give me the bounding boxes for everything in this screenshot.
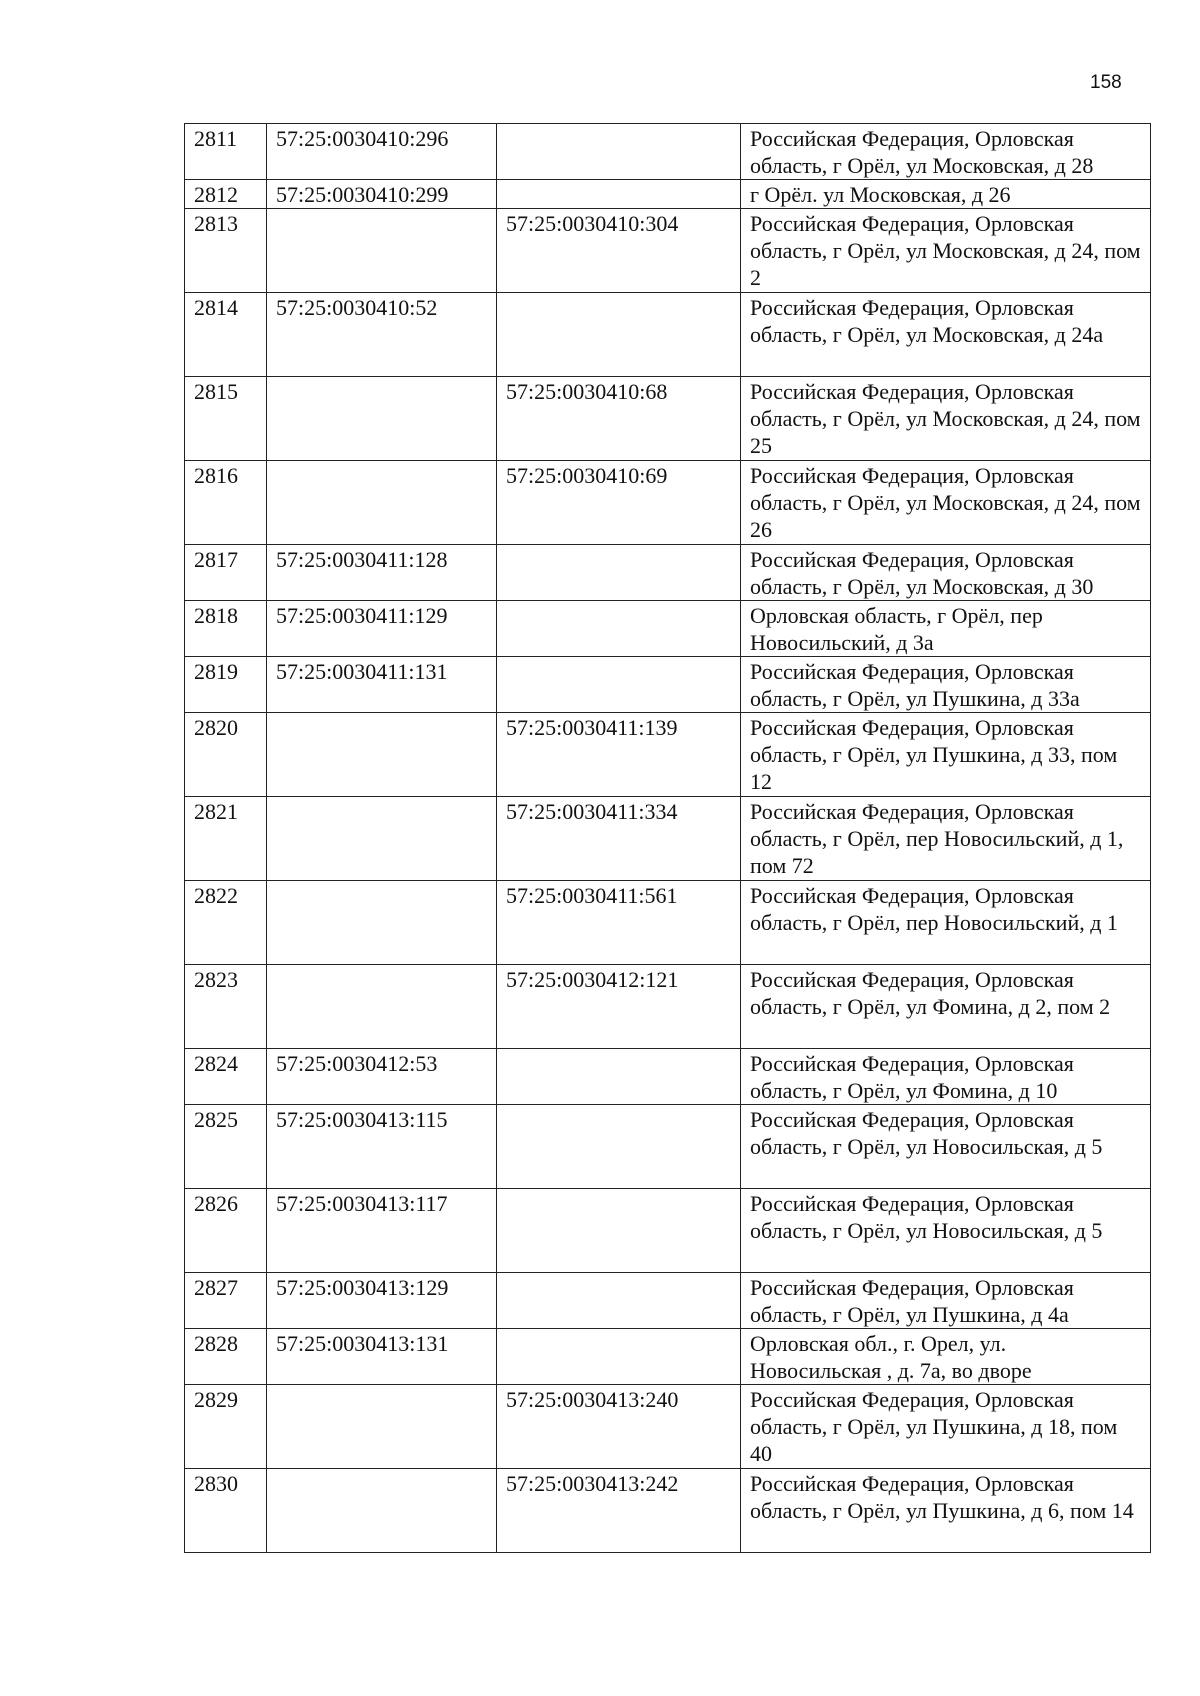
row-number-cell: 2816	[185, 461, 267, 545]
table-row	[185, 1469, 1151, 1553]
address-cell: Российская Федерация, Орловская область, г Орёл, ул Московская, д 24, пом 26	[741, 461, 1151, 545]
row-number-cell: 2814	[185, 293, 267, 377]
address-cell: Российская Федерация, Орловская область, г Орёл, ул Фомина, д 10	[741, 1049, 1151, 1105]
table-row	[185, 1273, 1151, 1329]
object-cadastral-cell: 57:25:0030411:139	[497, 713, 741, 797]
land-cadastral-cell	[267, 881, 497, 965]
row-number-cell: 2824	[185, 1049, 267, 1105]
table-row	[185, 180, 1151, 209]
address-cell: Российская Федерация, Орловская область, г Орёл, ул Новосильская, д 5	[741, 1189, 1151, 1273]
address-cell: Российская Федерация, Орловская область, г Орёл, ул Пушкина, д 18, пом 40	[741, 1385, 1151, 1469]
object-cadastral-cell	[497, 1273, 741, 1329]
address-cell: Орловская обл., г. Орел, ул. Новосильская , д. 7а, во дворе	[741, 1329, 1151, 1385]
table-row	[185, 965, 1151, 1049]
row-number-cell: 2821	[185, 797, 267, 881]
land-cadastral-cell: 57:25:0030413:115	[267, 1105, 497, 1189]
land-cadastral-cell	[267, 713, 497, 797]
table-row	[185, 713, 1151, 797]
land-cadastral-cell	[267, 965, 497, 1049]
object-cadastral-cell: 57:25:0030411:334	[497, 797, 741, 881]
address-cell: Российская Федерация, Орловская область, г Орёл, ул Московская, д 30	[741, 545, 1151, 601]
object-cadastral-cell	[497, 1189, 741, 1273]
land-cadastral-cell: 57:25:0030413:131	[267, 1329, 497, 1385]
object-cadastral-cell	[497, 180, 741, 209]
land-cadastral-cell: 57:25:0030412:53	[267, 1049, 497, 1105]
land-cadastral-cell	[267, 797, 497, 881]
row-number-cell: 2823	[185, 965, 267, 1049]
land-cadastral-cell	[267, 461, 497, 545]
table-row	[185, 293, 1151, 377]
row-number-cell: 2819	[185, 657, 267, 713]
object-cadastral-cell: 57:25:0030412:121	[497, 965, 741, 1049]
land-cadastral-cell: 57:25:0030410:299	[267, 180, 497, 209]
object-cadastral-cell: 57:25:0030413:240	[497, 1385, 741, 1469]
object-cadastral-cell	[497, 1329, 741, 1385]
table-row	[185, 209, 1151, 293]
object-cadastral-cell	[497, 1049, 741, 1105]
object-cadastral-cell: 57:25:0030410:304	[497, 209, 741, 293]
land-cadastral-cell: 57:25:0030411:129	[267, 601, 497, 657]
land-cadastral-cell: 57:25:0030413:129	[267, 1273, 497, 1329]
row-number-cell: 2822	[185, 881, 267, 965]
row-number-cell: 2815	[185, 377, 267, 461]
address-cell: Орловская область, г Орёл, пер Новосильский, д 3а	[741, 601, 1151, 657]
land-cadastral-cell	[267, 1385, 497, 1469]
object-cadastral-cell: 57:25:0030413:242	[497, 1469, 741, 1553]
address-cell: Российская Федерация, Орловская область, г Орёл, ул Московская, д 24, пом 2	[741, 209, 1151, 293]
table-row	[185, 545, 1151, 601]
address-cell: Российская Федерация, Орловская область, г Орёл, ул Новосильская, д 5	[741, 1105, 1151, 1189]
row-number-cell: 2830	[185, 1469, 267, 1553]
table-row	[185, 601, 1151, 657]
address-cell: г Орёл. ул Московская, д 26	[741, 180, 1151, 209]
table-row	[185, 1329, 1151, 1385]
object-cadastral-cell: 57:25:0030410:68	[497, 377, 741, 461]
object-cadastral-cell	[497, 657, 741, 713]
land-cadastral-cell	[267, 1469, 497, 1553]
land-cadastral-cell	[267, 209, 497, 293]
object-cadastral-cell	[497, 293, 741, 377]
row-number-cell: 2827	[185, 1273, 267, 1329]
address-cell: Российская Федерация, Орловская область, г Орёл, пер Новосильский, д 1, пом 72	[741, 797, 1151, 881]
row-number-cell: 2811	[185, 124, 267, 180]
land-cadastral-cell	[267, 377, 497, 461]
table-row	[185, 657, 1151, 713]
address-cell: Российская Федерация, Орловская область, г Орёл, ул Пушкина, д 33а	[741, 657, 1151, 713]
address-cell: Российская Федерация, Орловская область, г Орёл, ул Московская, д 24а	[741, 293, 1151, 377]
land-cadastral-cell: 57:25:0030411:131	[267, 657, 497, 713]
address-cell: Российская Федерация, Орловская область, г Орёл, ул Пушкина, д 6, пом 14	[741, 1469, 1151, 1553]
object-cadastral-cell	[497, 1105, 741, 1189]
registry-table	[184, 123, 1151, 1553]
table-row	[185, 377, 1151, 461]
table-row	[185, 797, 1151, 881]
table-row	[185, 1105, 1151, 1189]
address-cell: Российская Федерация, Орловская область, г Орёл, ул Пушкина, д 33, пом 12	[741, 713, 1151, 797]
table-row	[185, 461, 1151, 545]
table-row	[185, 124, 1151, 180]
row-number-cell: 2820	[185, 713, 267, 797]
object-cadastral-cell	[497, 545, 741, 601]
address-cell: Российская Федерация, Орловская область, г Орёл, ул Московская, д 24, пом 25	[741, 377, 1151, 461]
row-number-cell: 2813	[185, 209, 267, 293]
address-cell: Российская Федерация, Орловская область, г Орёл, пер Новосильский, д 1	[741, 881, 1151, 965]
object-cadastral-cell: 57:25:0030411:561	[497, 881, 741, 965]
table-row	[185, 1049, 1151, 1105]
land-cadastral-cell: 57:25:0030411:128	[267, 545, 497, 601]
row-number-cell: 2818	[185, 601, 267, 657]
row-number-cell: 2828	[185, 1329, 267, 1385]
row-number-cell: 2817	[185, 545, 267, 601]
row-number-cell: 2812	[185, 180, 267, 209]
address-cell: Российская Федерация, Орловская область, г Орёл, ул Фомина, д 2, пом 2	[741, 965, 1151, 1049]
land-cadastral-cell: 57:25:0030413:117	[267, 1189, 497, 1273]
table-row	[185, 1189, 1151, 1273]
object-cadastral-cell: 57:25:0030410:69	[497, 461, 741, 545]
address-cell: Российская Федерация, Орловская область, г Орёл, ул Московская, д 28	[741, 124, 1151, 180]
land-cadastral-cell: 57:25:0030410:52	[267, 293, 497, 377]
page-number: 158	[1090, 72, 1122, 93]
address-cell: Российская Федерация, Орловская область, г Орёл, ул Пушкина, д 4а	[741, 1273, 1151, 1329]
row-number-cell: 2829	[185, 1385, 267, 1469]
table-row	[185, 1385, 1151, 1469]
table-row	[185, 881, 1151, 965]
object-cadastral-cell	[497, 124, 741, 180]
object-cadastral-cell	[497, 601, 741, 657]
row-number-cell: 2826	[185, 1189, 267, 1273]
land-cadastral-cell: 57:25:0030410:296	[267, 124, 497, 180]
row-number-cell: 2825	[185, 1105, 267, 1189]
